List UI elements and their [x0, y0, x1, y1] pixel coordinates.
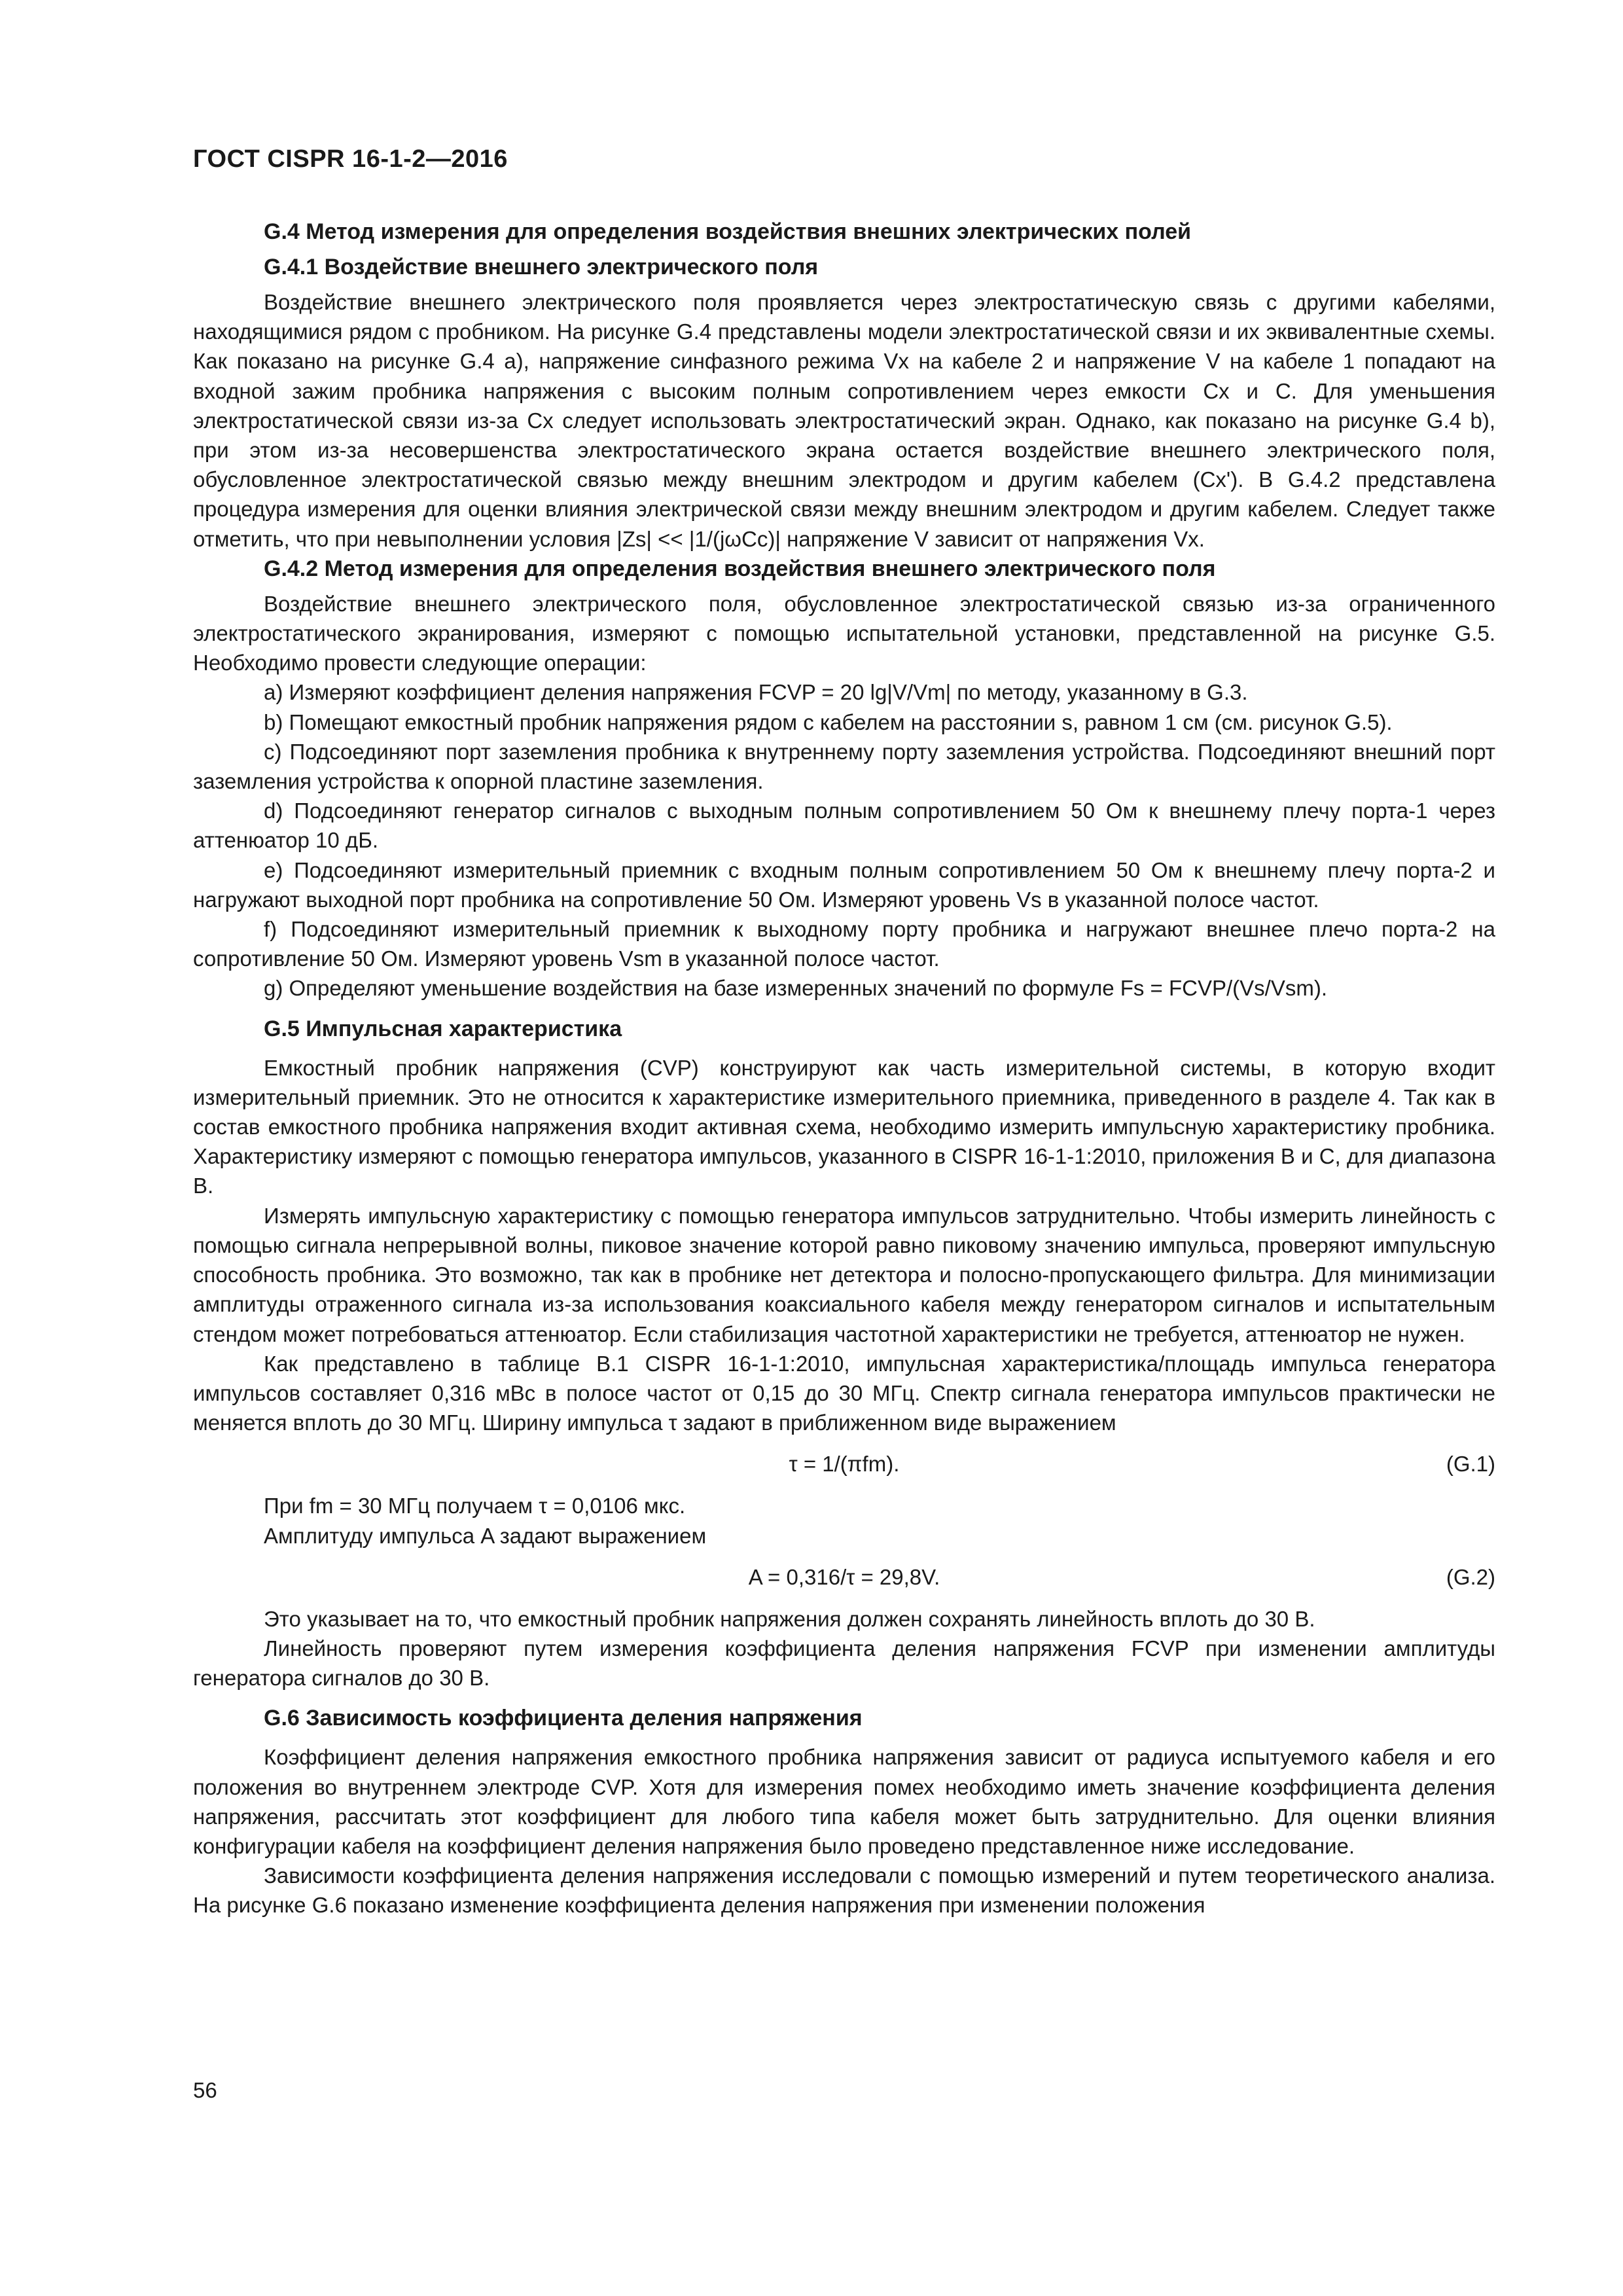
- formula-number: (G.2): [1446, 1564, 1495, 1589]
- section-heading: G.4.2 Метод измерения для определения воздействия внешнего электрического поля: [264, 556, 1216, 581]
- paragraph: b) Помещают емкостный пробник напряжения рядом с кабелем на расстоянии s, равном 1 см (см. рисунок G.5).: [264, 709, 1393, 734]
- section-heading: G.5 Импульсная характеристика: [264, 1016, 622, 1041]
- formula: [193, 1449, 1495, 1479]
- paragraph: Емкостный пробник напряжения (CVP) конструируют как часть измерительной системы, в которую входит измерительный приемник. Это не относится к характеристике измерительного приемника, приведенного в разделе 4. Так как в состав емкостного пробника напряжения входит активная схема, необходимо измерить импульсную характеристику пробника. Характеристику измеряют с помощью генератора импульсов, указанного в CISPR 16-1-1:2010, приложения B и C, для диапазона B.: [193, 1055, 1496, 1198]
- paragraph: Воздействие внешнего электрического поля, обусловленное электростатической связью из-за ограниченного электростатического экранирования, измеряют с помощью испытательной установки, представленной на рисунке G.5. Необходимо провести следующие операции:: [193, 591, 1495, 675]
- paragraph: e) Подсоединяют измерительный приемник с входным полным сопротивлением 50 Ом к внешнему плечу порта-2 и нагружают выходной порт пробника на сопротивление 50 Ом. Измеряют уровень Vs в указанной полосе частот.: [193, 857, 1495, 912]
- paragraph: При fm = 30 МГц получаем τ = 0,0106 мкс.: [264, 1494, 686, 1518]
- page-number: 56: [193, 2078, 217, 2102]
- formula-number: (G.1): [1446, 1452, 1495, 1477]
- paragraph: f) Подсоединяют измерительный приемник к выходному порту пробника и нагружают внешнее плечо порта-2 на сопротивление 50 Ом. Измеряют уровень Vsm в указанной полосе частот.: [193, 917, 1495, 971]
- paragraph: Зависимости коэффициента деления напряжения исследовали с помощью измерений и путем теоретического анализа. На рисунке G.6 показано изменение коэффициента деления напряжения при изменении положения: [193, 1863, 1495, 1918]
- paragraph: Это указывает на то, что емкостный пробник напряжения должен сохранять линейность вплоть до 30 В.: [264, 1606, 1315, 1631]
- formula-expression: A = 0,316/τ = 29,8V.: [748, 1564, 940, 1589]
- section-heading: G.4.1 Воздействие внешнего электрического поля: [264, 255, 819, 279]
- formula: [193, 1562, 1495, 1592]
- document-header: ГОСТ CISPR 16-1-2—2016: [193, 145, 508, 173]
- paragraph: a) Измеряют коэффициент деления напряжения FCVP = 20 lg|V/Vm| по методу, указанному в G.3.: [264, 680, 1248, 705]
- paragraph: d) Подсоединяют генератор сигналов с выходным полным сопротивлением 50 Ом к внешнему плечу порта-1 через аттенюатор 10 дБ.: [193, 798, 1495, 853]
- document-body: [193, 217, 1495, 1920]
- paragraph: Амплитуду импульса A задают выражением: [264, 1523, 707, 1548]
- paragraph: Линейность проверяют путем измерения коэффициента деления напряжения FCVP при изменении амплитуды генератора сигналов до 30 В.: [193, 1636, 1495, 1691]
- section-heading: G.6 Зависимость коэффициента деления напряжения: [264, 1706, 863, 1731]
- paragraph: Как представлено в таблице B.1 CISPR 16-1-1:2010, импульсная характеристика/площадь импульса генератора импульсов составляет 0,316 мВс в полосе частот от 0,15 до 30 МГц. Спектр сигнала генератора импульсов практически не меняется вплоть до 30 МГц. Ширину импульса τ задают в приближенном виде выражением: [193, 1351, 1495, 1435]
- section-heading: G.4 Метод измерения для определения воздействия внешних электрических полей: [264, 219, 1192, 244]
- document-page: [193, 145, 1495, 1920]
- paragraph: Воздействие внешнего электрического поля проявляется через электростатическую связь с другими кабелями, находящимися рядом с пробником. На рисунке G.4 представлены модели электростатической связи и их эквивалентные схемы. Как показано на рисунке G.4 a), напряжение синфазного режима Vx на кабеле 2 и напряжение V на кабеле 1 попадают на входной зажим пробника напряжения с высоким полным сопротивлением через емкости Cx и C. Для уменьшения электростатической связи из-за Cx следует использовать электростатический экран. Однако, как показано на рисунке G.4 b), при этом из-за несовершенства электростатического экрана остается воздействие внешнего электрического поля, обусловленное электростатической связью между внешним электродом и другим кабелем (Cx'). В G.4.2 представлена процедура измерения для оценки влияния электрической связи между внешним электродом и другим кабелем. Следует также отметить, что при невыполнении условия |Zs| << |1/(jωCc)| напряжение V зависит от напряжения Vx.: [193, 290, 1495, 551]
- paragraph: Измерять импульсную характеристику с помощью генератора импульсов затруднительно. Чтобы измерить линейность с помощью сигнала непрерывной волны, пиковое значение которой равно пиковому значению импульса, проверяют импульсную способность пробника. Это возможно, так как в пробнике нет детектора и полосно-пропускающего фильтра. Для минимизации амплитуды отраженного сигнала из-за использования коаксиального кабеля между генератором сигналов и испытательным стендом может потребоваться аттенюатор. Если стабилизация частотной характеристики не требуется, аттенюатор не нужен.: [193, 1203, 1495, 1346]
- formula-expression: τ = 1/(πfm).: [789, 1452, 900, 1477]
- paragraph: Коэффициент деления напряжения емкостного пробника напряжения зависит от радиуса испытуемого кабеля и его положения во внутреннем электроде CVP. Хотя для измерения помех необходимо иметь значение коэффициента деления напряжения, рассчитать этот коэффициент для любого типа кабеля может быть затруднительно. Для оценки влияния конфигурации кабеля на коэффициент деления напряжения было проведено представленное ниже исследование.: [193, 1745, 1495, 1858]
- paragraph: c) Подсоединяют порт заземления пробника к внутреннему порту заземления устройства. Подсоединяют внешний порт заземления устройства к опорной пластине заземления.: [193, 739, 1495, 794]
- paragraph: g) Определяют уменьшение воздействия на базе измеренных значений по формуле Fs = FCVP/(Vs/Vsm).: [264, 976, 1327, 1001]
